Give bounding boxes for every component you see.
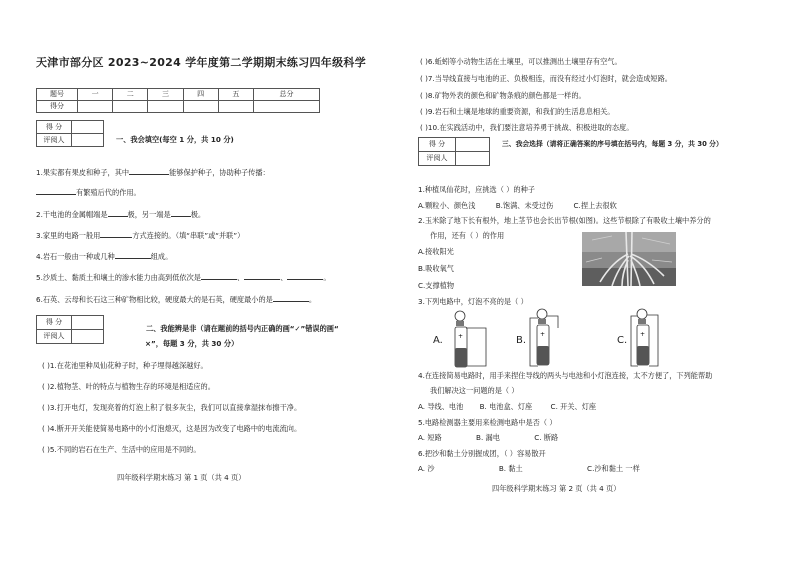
mc-q3: 3.下列电路中，灯泡不亮的是（ ） — [418, 297, 528, 306]
score-header-cell: 一 — [78, 89, 113, 101]
mc-q4: 4.在连接简易电路时，用手来捏住导线的两头与电池和小灯泡连接，太不方便了，下列能帮助 — [418, 371, 713, 380]
score-header-cell: 题号 — [37, 89, 78, 101]
fill-q6-text: 6.石英、云母和长石这三种矿物相比较，硬度最大的是石英，硬度最小的是 — [36, 295, 273, 304]
score-table — [36, 88, 320, 113]
svg-text:+: + — [640, 331, 646, 338]
score-cell[interactable] — [78, 101, 113, 113]
option-b: B.饱满、未受过伤 — [495, 201, 554, 210]
fill-q5-text: 5.沙质土、黏质土和壤土的渗水能力由高到低依次是 — [36, 273, 201, 282]
option-c: C.沙和黏土 一样 — [587, 464, 640, 473]
section-3-heading: 三、我会选择（请将正确答案的序号填在括号内，每题 3 分，共 30 分） — [502, 140, 723, 148]
tf-item: ( )10.在实践活动中，我们要注意培养勇于挑战、积极进取的态度。 — [420, 123, 634, 132]
grader-box-3 — [418, 137, 490, 166]
tf-item: ( )4.断开开关能使简易电路中的小灯泡熄灭，这是因为改变了电路中的电流流向。 — [42, 424, 302, 433]
grader-reviewer-cell[interactable] — [72, 330, 104, 344]
grader-reviewer-label: 评阅人 — [37, 330, 72, 344]
tf-item: ( )6.蚯蚓等小动物生活在土壤里，可以推测出土壤里存有空气。 — [420, 57, 622, 66]
grader-score-label: 得 分 — [37, 316, 72, 330]
mc-q6-options — [418, 464, 640, 473]
grader-score-cell[interactable] — [72, 316, 104, 330]
score-header-cell: 总分 — [253, 89, 319, 101]
grader-box-1 — [36, 120, 104, 147]
mc-q1: 1.种植凤仙花时，应挑选（ ）的种子 — [418, 185, 535, 194]
answer-blank[interactable] — [115, 250, 151, 259]
mc-q5: 5.电路检测器主要用来检测电路中是否（ ） — [418, 418, 557, 427]
mc-q2-cont: 作用，还有（ ）的作用 — [430, 231, 505, 240]
fill-q3-text: 3.家里的电路一般用 — [36, 231, 101, 240]
answer-blank[interactable] — [273, 293, 309, 302]
score-cell[interactable] — [183, 101, 218, 113]
grader-reviewer-label: 评阅人 — [419, 152, 456, 166]
fill-q5: 5.沙质土、黏质土和壤土的渗水能力由高到低依次是 、 、 。 — [36, 273, 331, 282]
answer-blank[interactable] — [36, 186, 76, 195]
mc-q1-options — [418, 201, 617, 210]
fill-q1-text: 有繁殖后代的作用。 — [76, 188, 141, 197]
score-cell[interactable] — [148, 101, 183, 113]
page-1-footer: 四年级科学期末练习 第 1 页（共 4 页） — [117, 473, 246, 482]
tf-item: ( )8.矿物外表的颜色和矿物条痕的颜色都是一样的。 — [420, 91, 586, 100]
section-2-heading-cont: ×”，每题 3 分，共 30 分） — [145, 339, 239, 348]
tf-item: ( )3.打开电灯，发现亮着的灯泡上积了很多灰尘，我们可以直接拿湿抹布擦干净。 — [42, 403, 302, 412]
fill-q1-text: 1.果实都有果皮和种子，其中 — [36, 168, 130, 177]
fill-q3 — [36, 229, 244, 240]
circuit-a-label: A. — [433, 335, 443, 346]
mc-q4-options — [418, 402, 596, 411]
score-table-header — [37, 89, 320, 101]
grader-box-2 — [36, 315, 104, 344]
score-cell[interactable] — [253, 101, 319, 113]
section-1-heading: 一、我会填空(每空 1 分，共 10 分) — [116, 135, 234, 144]
option-a: A.接收阳光 — [418, 247, 454, 256]
option-b: B. 电池盒、灯座 — [479, 402, 533, 411]
section-2-heading: 二、我能辨是非（请在题前的括号内正确的画“✓”错误的画“ — [146, 324, 339, 333]
score-row-label: 得分 — [37, 101, 78, 113]
mc-q6: 6.把沙和黏土分别握成团，（ ）容易散开 — [418, 449, 546, 458]
circuit-c-diagram — [628, 306, 678, 370]
answer-blank[interactable] — [100, 229, 132, 238]
answer-blank[interactable] — [171, 208, 191, 217]
score-header-cell: 三 — [148, 89, 183, 101]
grader-score-label: 得 分 — [37, 121, 72, 134]
fill-q2-text: 2.干电池的金属帽端是 — [36, 210, 108, 219]
svg-text:+: + — [458, 333, 464, 340]
tf-item: ( )5.不同的岩石在生产、生活中的应用是不同的。 — [42, 445, 201, 454]
page-2-footer: 四年级科学期末练习 第 2 页（共 4 页） — [492, 484, 621, 493]
answer-blank[interactable] — [201, 271, 237, 280]
fill-q2-text: 极。 — [190, 210, 206, 219]
fill-q1-text: 能够保护种子，协助种子传播： — [169, 168, 270, 177]
tf-item: ( )9.岩石和土壤是地球的重要资源，和我们的生活息息相关。 — [420, 107, 615, 116]
option-c: C. 开关、灯座 — [550, 402, 597, 411]
fill-q6: 6.石英、云母和长石这三种矿物相比较，硬度最大的是石英，硬度最小的是 。 — [36, 295, 317, 304]
mc-q4-cont: 我们解决这一问题的是（ ） — [430, 386, 519, 395]
answer-blank[interactable] — [129, 166, 169, 175]
option-a: A. 沙 — [418, 464, 435, 473]
fill-q2-text: 极，另一端是 — [127, 210, 171, 219]
fill-q4-text: 4.岩石一般由一种或几种 — [36, 252, 115, 261]
tf-item: ( )2.植物茎、叶的特点与植物生存的环境是相适应的。 — [42, 382, 215, 391]
score-header-cell: 四 — [183, 89, 218, 101]
grader-score-cell[interactable] — [456, 138, 490, 152]
option-a: A. 导线、电池 — [418, 402, 464, 411]
score-header-cell: 五 — [218, 89, 253, 101]
grader-score-label: 得 分 — [419, 138, 456, 152]
circuit-b-label: B. — [516, 335, 527, 346]
option-b: B.吸收氧气 — [418, 264, 454, 273]
exam-title: 天津市部分区 2023~2024 学年度第二学期期末练习四年级科学 — [36, 56, 367, 69]
fill-q3-text: 方式连接的。（填“串联”或“并联”） — [132, 231, 245, 240]
answer-blank[interactable] — [244, 271, 280, 280]
score-table-row — [37, 101, 320, 113]
option-a: A. 短路 — [418, 433, 442, 442]
option-a: A.颗粒小、颜色浅 — [418, 201, 476, 210]
option-c: C. 断路 — [534, 433, 559, 442]
circuit-a-diagram — [446, 308, 496, 370]
fill-q2 — [36, 208, 205, 219]
option-c: C.捏上去很软 — [573, 201, 617, 210]
fill-q1-cont — [36, 186, 141, 197]
fill-q4-text: 组成。 — [150, 252, 173, 261]
option-b: B. 漏电 — [476, 433, 500, 442]
circuit-b-diagram — [528, 306, 578, 370]
grader-score-cell[interactable] — [72, 121, 104, 134]
option-b: B. 黏土 — [498, 464, 523, 473]
circuit-c-label: C. — [617, 335, 628, 346]
option-c: C.支撑植物 — [418, 281, 455, 290]
score-cell[interactable] — [218, 101, 253, 113]
score-header-cell: 二 — [113, 89, 148, 101]
mc-q5-options — [418, 433, 558, 442]
fill-q1 — [36, 166, 270, 177]
grader-reviewer-cell[interactable] — [456, 152, 490, 166]
answer-blank[interactable] — [287, 271, 323, 280]
svg-text:+: + — [540, 331, 546, 338]
tf-item: ( )7.当导线直接与电池的正、负极相连，而没有经过小灯泡时，就会造成短路。 — [420, 74, 672, 83]
answer-blank[interactable] — [108, 208, 128, 217]
corn-root-photo — [582, 232, 676, 286]
tf-item: ( )1.在花池里种凤仙花种子时，种子埋得越深越好。 — [42, 361, 208, 370]
grader-reviewer-label: 评阅人 — [37, 134, 72, 147]
mc-q2: 2.玉米除了地下长有根外，地上茎节也会长出节根(如图)。这些节根除了有吸收土壤中养分的 — [418, 216, 711, 225]
score-cell[interactable] — [113, 101, 148, 113]
grader-reviewer-cell[interactable] — [72, 134, 104, 147]
fill-q4 — [36, 250, 172, 261]
